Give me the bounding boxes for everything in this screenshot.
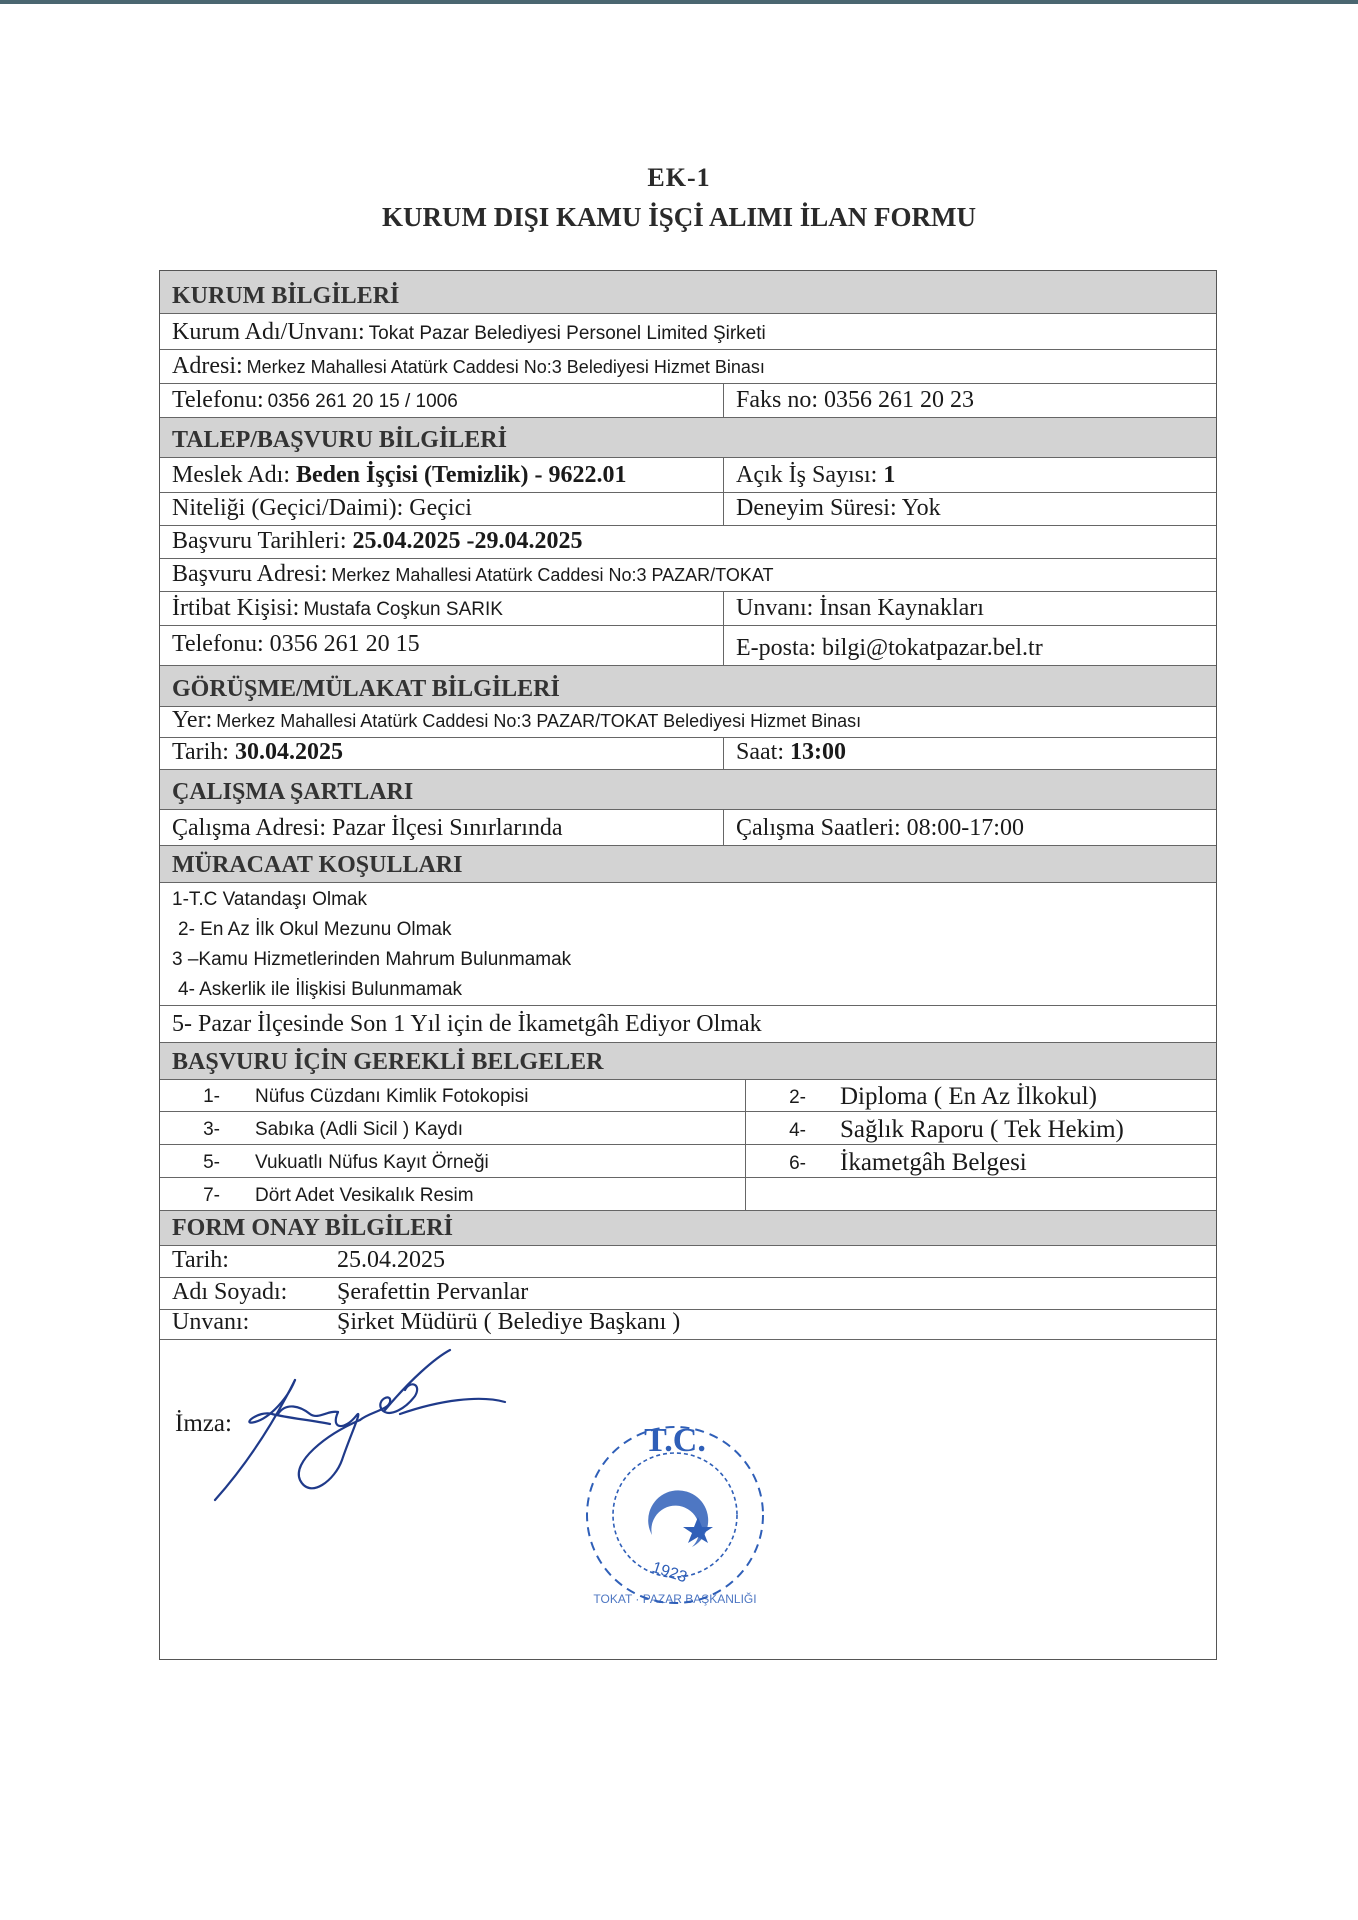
irtibat-value: Mustafa Coşkun SARIK <box>303 599 503 620</box>
belge-item: Sabıka (Adli Sicil ) Kaydı <box>255 1119 464 1140</box>
nitelik-label: Niteliği (Geçici/Daimi): <box>172 495 404 521</box>
calisma-saatleri: Çalışma Saatleri: 08:00-17:00 <box>736 815 1024 841</box>
onay-ad-label: Adı Soyadı: <box>172 1279 288 1305</box>
eposta-label: E-posta: <box>736 635 816 661</box>
talep-tarih-row <box>160 526 1216 559</box>
onay-ad-row <box>160 1278 1216 1310</box>
basvuru-adres-value: Merkez Mahallesi Atatürk Caddesi No:3 PAZAR/TOKAT <box>331 565 774 585</box>
acik-is-label: Açık İş Sayısı: <box>736 462 878 488</box>
onay-unvan-row <box>160 1310 1216 1340</box>
deneyim-label: Deneyim Süresi: <box>736 495 897 521</box>
top-border-line <box>0 0 1358 4</box>
irtibat-unvan-value: İnsan Kaynakları <box>819 595 984 621</box>
meslek-label: Meslek Adı: <box>172 462 290 488</box>
gorusme-tarih-value: 30.04.2025 <box>234 739 343 765</box>
condition-item: 3 –Kamu Hizmetlerinden Mahrum Bulunmamak <box>172 949 572 970</box>
belge-row-1: 1- Nüfus Cüzdanı Kimlik Fotokopisi 2- Diploma ( En Az İlkokul) <box>160 1080 1216 1112</box>
official-seal-icon <box>587 1422 763 1606</box>
belge-item: Sağlık Raporu ( Tek Hekim) <box>840 1116 1124 1143</box>
belge-row-2: 3- Sabıka (Adli Sicil ) Kaydı 4- Sağlık Raporu ( Tek Hekim) <box>160 1112 1216 1145</box>
kurum-name-value: Tokat Pazar Belediyesi Personel Limited Şirketi <box>368 323 766 344</box>
belge-row-3: 5- Vukuatlı Nüfus Kayıt Örneği 6- İkametgâh Belgesi <box>160 1145 1216 1178</box>
eposta-value: bilgi@tokatpazar.bel.tr <box>821 635 1043 661</box>
svg-text:T.C.: T.C. <box>644 1422 706 1459</box>
saat-label: Saat: <box>736 739 784 765</box>
acik-is-value: 1 <box>883 462 896 488</box>
talep-nitelik-row <box>160 493 1216 526</box>
kurum-address-value: Merkez Mahallesi Atatürk Caddesi No:3 Belediyesi Hizmet Binası <box>246 357 765 377</box>
kurum-name-label: Kurum Adı/Unvanı: <box>172 319 365 345</box>
onay-tarih-row <box>160 1246 1216 1278</box>
gorusme-tarih-row <box>160 738 1216 770</box>
meslek-value: Beden İşçisi (Temizlik) - 9622.01 <box>296 462 627 488</box>
kurum-address-label: Adresi: <box>172 353 243 379</box>
muracaat-list <box>160 883 1216 1006</box>
calisma-adres: Çalışma Adresi: Pazar İlçesi Sınırlarında <box>172 815 563 841</box>
kurum-fax-value: 0356 261 20 23 <box>824 387 975 413</box>
onay-ad-value: Şerafettin Pervanlar <box>337 1279 529 1305</box>
section-belgeler-header: BAŞVURU İÇİN GEREKLİ BELGELER <box>160 1043 1216 1080</box>
section-muracaat-header: MÜRACAAT KOŞULLARI <box>160 846 1216 883</box>
talep-telefon-row <box>160 626 1216 666</box>
section-onay-header: FORM ONAY BİLGİLERİ <box>160 1211 1216 1246</box>
muracaat-item5-row <box>160 1006 1216 1043</box>
section-calisma-header: ÇALIŞMA ŞARTLARI <box>160 770 1216 810</box>
onay-unvan-label: Unvanı: <box>172 1309 250 1335</box>
signature-area <box>160 1340 1216 1659</box>
belge-row-4: 7- Dört Adet Vesikalık Resim <box>160 1178 1216 1211</box>
application-form <box>159 270 1217 1660</box>
condition-item: 2- En Az İlk Okul Mezunu Olmak <box>178 919 452 940</box>
signature-icon <box>215 1350 505 1500</box>
svg-text:TOKAT · PAZAR BAŞKANLIĞI: TOKAT · PAZAR BAŞKANLIĞI <box>593 1592 757 1606</box>
condition-item: 1-T.C Vatandaşı Olmak <box>172 889 368 910</box>
imza-label: İmza: <box>175 1410 232 1437</box>
section-kurum-header: KURUM BİLGİLERİ <box>160 271 1216 314</box>
belge-item: Nüfus Cüzdanı Kimlik Fotokopisi <box>255 1086 529 1107</box>
condition-item-5: 5- Pazar İlçesinde Son 1 Yıl için de İkametgâh Ediyor Olmak <box>172 1011 762 1037</box>
irtibat-label: İrtibat Kişisi: <box>172 595 300 621</box>
talep-tel-label: Telefonu: <box>172 631 264 657</box>
talep-tel-value: 0356 261 20 15 <box>269 631 420 657</box>
belge-item: İkametgâh Belgesi <box>840 1149 1027 1176</box>
kurum-name-row <box>160 314 1216 350</box>
talep-adres-row <box>160 559 1216 592</box>
talep-irtibat-row <box>160 592 1216 626</box>
talep-meslek-row <box>160 458 1216 493</box>
belge-item: Vukuatlı Nüfus Kayıt Örneği <box>255 1152 489 1173</box>
document-title: KURUM DIŞI KAMU İŞÇİ ALIMI İLAN FORMU <box>381 202 977 232</box>
kurum-fax-label: Faks no: <box>736 387 819 413</box>
saat-value: 13:00 <box>790 739 846 765</box>
basvuru-tarih-label: Başvuru Tarihleri: <box>172 528 347 554</box>
kurum-phone-label: Telefonu: <box>172 387 264 413</box>
kurum-phone-value: 0356 261 20 15 / 1006 <box>267 391 458 412</box>
yer-value: Merkez Mahallesi Atatürk Caddesi No:3 PAZAR/TOKAT Belediyesi Hizmet Binası <box>216 711 862 731</box>
onay-unvan-value: Şirket Müdürü ( Belediye Başkanı ) <box>337 1309 681 1335</box>
signature-and-seal <box>160 1340 1216 1659</box>
basvuru-tarih-value: 25.04.2025 -29.04.2025 <box>352 528 583 554</box>
document-code: EK-1 <box>647 163 711 192</box>
svg-text:1923: 1923 <box>649 1559 689 1587</box>
kurum-address-row <box>160 350 1216 384</box>
deneyim-value: Yok <box>901 495 941 521</box>
condition-item: 4- Askerlik ile İlişkisi Bulunmamak <box>178 979 463 1000</box>
kurum-phone-row <box>160 384 1216 418</box>
basvuru-adres-label: Başvuru Adresi: <box>172 561 328 587</box>
section-talep-header: TALEP/BAŞVURU BİLGİLERİ <box>160 418 1216 458</box>
irtibat-unvan-label: Unvanı: <box>736 595 814 621</box>
belge-item: Dört Adet Vesikalık Resim <box>255 1185 474 1206</box>
belge-item: Diploma ( En Az İlkokul) <box>840 1083 1097 1110</box>
section-gorusme-header: GÖRÜŞME/MÜLAKAT BİLGİLERİ <box>160 666 1216 707</box>
nitelik-value: Geçici <box>409 495 472 521</box>
gorusme-yer-row <box>160 707 1216 738</box>
onay-tarih-value: 25.04.2025 <box>337 1247 445 1273</box>
calisma-row <box>160 810 1216 846</box>
yer-label: Yer: <box>172 707 213 733</box>
onay-tarih-label: Tarih: <box>172 1247 229 1273</box>
gorusme-tarih-label: Tarih: <box>172 739 229 765</box>
